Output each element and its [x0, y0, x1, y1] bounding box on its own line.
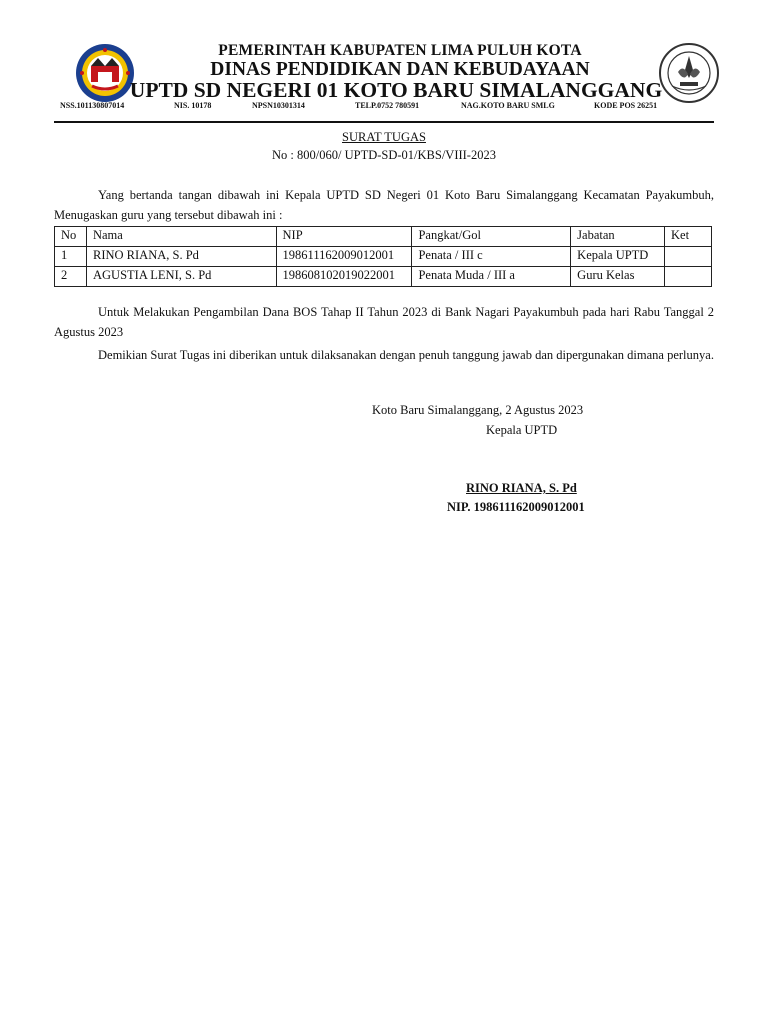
table-header-cell: NIP [276, 227, 412, 247]
header-kodepos: KODE POS 26251 [594, 101, 658, 110]
table-header-cell: Ket [665, 227, 712, 247]
header-school: UPTD SD NEGERI 01 KOTO BARU SIMALANGGANG [129, 78, 663, 102]
table-cell: Kepala UPTD [571, 247, 665, 267]
table-cell: Penata / III c [412, 247, 571, 267]
table-header-cell: Pangkat/Gol [412, 227, 571, 247]
table-cell: Penata Muda / III a [412, 267, 571, 287]
header-nag: NAG.KOTO BARU SMLG [461, 101, 555, 110]
header-divider [54, 121, 714, 123]
table-header-cell: Nama [86, 227, 276, 247]
header-telp: TELP.0752 780591 [355, 101, 420, 110]
table-cell: 198611162009012001 [276, 247, 412, 267]
header-npsn: NPSN10301314 [252, 101, 305, 110]
signature-nip: NIP. 198611162009012001 [447, 500, 585, 514]
closing-paragraph [54, 345, 714, 365]
purpose-text: Untuk Melakukan Pengambilan Dana BOS Tahap II Tahun 2023 di Bank Nagari Payakumbuh pada hari Rabu Tanggal 2 Agustus 2023 [54, 305, 714, 339]
table-header-row [55, 227, 712, 247]
table-cell: 1 [55, 247, 87, 267]
letter-number: No : 800/060/ UPTD-SD-01/KBS/VIII-2023 [272, 148, 496, 162]
table-cell [665, 247, 712, 267]
signature-role: Kepala UPTD [486, 423, 558, 437]
header-nss: NSS.101130807014 [60, 101, 125, 110]
table-cell: 198608102019022001 [276, 267, 412, 287]
header-department: DINAS PENDIDIKAN DAN KEBUDAYAAN [210, 59, 590, 80]
table-cell: Guru Kelas [571, 267, 665, 287]
table-header-cell: Jabatan [571, 227, 665, 247]
signature-name: RINO RIANA, S. Pd [466, 481, 577, 495]
header-government: PEMERINTAH KABUPATEN LIMA PULUH KOTA [218, 42, 582, 59]
table-row [55, 267, 712, 287]
intro-paragraph [54, 185, 714, 225]
table-header-cell: No [55, 227, 87, 247]
table-cell: 2 [55, 267, 87, 287]
letter-title: SURAT TUGAS [342, 130, 426, 144]
header-nis: NIS. 10178 [174, 101, 212, 110]
staff-table [54, 226, 712, 287]
table-cell: RINO RIANA, S. Pd [86, 247, 276, 267]
signature-place-date: Koto Baru Simalanggang, 2 Agustus 2023 [372, 403, 584, 417]
table-cell: AGUSTIA LENI, S. Pd [86, 267, 276, 287]
purpose-paragraph [54, 302, 714, 342]
table-cell [665, 267, 712, 287]
intro-text: Yang bertanda tangan dibawah ini Kepala UPTD SD Negeri 01 Koto Baru Simalanggang Kecamatan Payakumbuh, Menugaskan guru yang tersebut dibawah ini : [54, 188, 714, 222]
table-row [55, 247, 712, 267]
closing-text: Demikian Surat Tugas ini diberikan untuk dilaksanakan dengan penuh tanggung jawab dan dipergunakan dimana perlunya. [98, 348, 714, 362]
